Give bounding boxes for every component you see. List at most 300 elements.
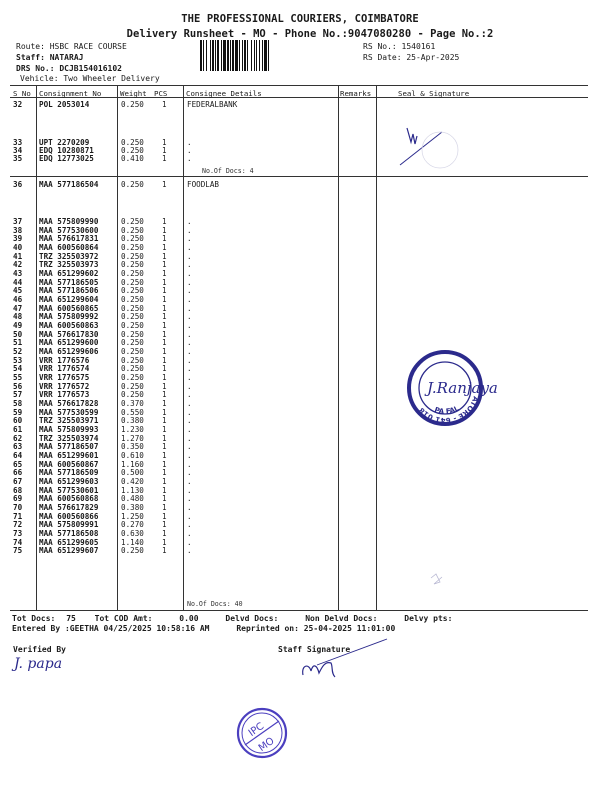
faint-mark xyxy=(428,568,448,588)
consignee-detail-cell: . xyxy=(187,217,192,226)
col-header-consignment: Consignment No xyxy=(39,89,102,98)
consignment-no-cell: MAA 576617830 xyxy=(39,329,99,339)
consignment-no-cell: MAA 651299606 xyxy=(39,347,99,357)
pcs-cell: 1 xyxy=(162,390,167,400)
consignee-detail-cell: . xyxy=(187,355,192,365)
pcs-cell: 1 xyxy=(162,433,167,443)
delvy-pts-label: Delvy pts: xyxy=(404,614,453,623)
weight-cell: 0.250 xyxy=(121,277,144,287)
consignee-detail-cell: . xyxy=(187,321,192,331)
rs-date-value: 25-Apr-2025 xyxy=(406,53,460,62)
sno-cell: 75 xyxy=(13,546,23,556)
table-row xyxy=(0,504,600,512)
consignee-detail-cell: . xyxy=(187,433,192,443)
weight-cell: 0.250 xyxy=(121,303,144,313)
staff-signature xyxy=(295,635,395,685)
col-header-consignee: Consignee Details xyxy=(186,89,262,98)
consignee-detail-cell: . xyxy=(187,451,192,461)
sno-cell: 44 xyxy=(13,277,23,287)
tot-cod-value: 0.00 xyxy=(179,614,199,623)
weight-cell: 1.130 xyxy=(121,485,144,495)
col-header-pcs: PCS xyxy=(154,89,168,98)
verified-by-label: Verified By xyxy=(13,645,66,654)
consignee-detail-cell: . xyxy=(187,260,192,270)
tot-cod-label: Tot COD Amt: xyxy=(94,614,153,623)
table-row xyxy=(0,296,600,304)
pcs-cell: 1 xyxy=(162,303,167,313)
col-header-sno: S No xyxy=(13,89,31,98)
entered-by: Entered By :GEETHA 04/25/2025 10:58:16 AM xyxy=(12,624,210,633)
pcs-cell: 1 xyxy=(162,364,167,374)
consignment-no-cell: MAA 577186505 xyxy=(39,277,99,287)
sno-cell: 67 xyxy=(13,477,23,487)
pcs-cell: 1 xyxy=(162,180,167,189)
weight-cell: 0.250 xyxy=(121,329,144,339)
barcode-bar xyxy=(259,40,260,71)
pcs-cell: 1 xyxy=(162,347,167,357)
pcs-cell: 1 xyxy=(162,381,167,391)
pcs-cell: 1 xyxy=(162,138,167,147)
sno-cell: 45 xyxy=(13,286,23,296)
consignment-no-cell: MAA 651299602 xyxy=(39,269,99,279)
consignment-no-cell: MAA 577530600 xyxy=(39,225,99,235)
pcs-cell: 1 xyxy=(162,520,167,530)
consignee-detail-cell: . xyxy=(187,520,192,530)
sno-cell: 59 xyxy=(13,407,23,417)
seal-signature: J.Ranjaya xyxy=(427,379,498,397)
table-row xyxy=(0,452,600,460)
pcs-cell: 1 xyxy=(162,269,167,279)
consignment-no-cell: MAA 576617828 xyxy=(39,399,99,409)
weight-cell: 0.250 xyxy=(121,260,144,270)
vehicle-line xyxy=(20,73,160,85)
consignment-no-cell: MAA 651299603 xyxy=(39,477,99,487)
consignment-no-cell: EDQ 10280871 xyxy=(39,146,94,155)
sno-cell: 72 xyxy=(13,520,23,530)
weight-cell: 0.250 xyxy=(121,355,144,365)
pcs-cell: 1 xyxy=(162,494,167,504)
barcode-bar xyxy=(242,40,243,71)
barcode-bar xyxy=(247,40,248,71)
sno-cell: 52 xyxy=(13,347,23,357)
sno-cell: 49 xyxy=(13,321,23,331)
weight-cell: 0.250 xyxy=(121,243,144,252)
rs-date-label: RS Date: xyxy=(363,53,402,62)
sno-cell: 50 xyxy=(13,329,23,339)
staff-value: NATARAJ xyxy=(49,53,84,62)
barcode-bar xyxy=(232,40,234,71)
weight-cell: 0.250 xyxy=(121,234,144,244)
sno-cell: 34 xyxy=(13,146,23,155)
sno-cell: 42 xyxy=(13,260,23,270)
barcode-bar xyxy=(239,40,240,71)
pcs-cell: 1 xyxy=(162,399,167,409)
consignee-detail-cell: . xyxy=(187,399,192,409)
sno-cell: 41 xyxy=(13,251,23,261)
weight-cell: 0.250 xyxy=(121,146,144,155)
barcode-bar xyxy=(227,40,229,71)
consignee-detail-cell: . xyxy=(187,225,192,235)
sno-cell: 43 xyxy=(13,269,23,279)
sno-cell: 64 xyxy=(13,451,23,461)
barcode-bar xyxy=(206,40,207,71)
col-header-remarks: Remarks xyxy=(340,89,372,98)
consignment-no-cell: MAA 577530599 xyxy=(39,407,99,417)
weight-cell: 0.250 xyxy=(121,338,144,348)
consignment-no-cell: MAA 576617831 xyxy=(39,234,99,244)
sno-cell: 48 xyxy=(13,312,23,322)
consignee-detail-cell: . xyxy=(187,243,192,252)
sno-cell: 58 xyxy=(13,399,23,409)
sno-cell: 65 xyxy=(13,459,23,469)
consignee-detail-cell: . xyxy=(187,468,192,478)
consignee-detail-cell: . xyxy=(187,251,192,261)
rs-no-value: 1540161 xyxy=(401,42,436,51)
pcs-cell: 1 xyxy=(162,355,167,365)
consignment-no-cell: MAA 600560866 xyxy=(39,511,99,521)
consignment-no-cell: MAA 577186506 xyxy=(39,286,99,296)
consignment-no-cell: MAA 600560867 xyxy=(39,459,99,469)
consignment-no-cell: MAA 600560864 xyxy=(39,243,99,252)
barcode-bar xyxy=(235,40,238,71)
sno-cell: 35 xyxy=(13,154,23,163)
weight-cell: 0.250 xyxy=(121,312,144,322)
weight-cell: 1.250 xyxy=(121,511,144,521)
weight-cell: 1.230 xyxy=(121,425,144,435)
consignee-detail-cell: . xyxy=(187,511,192,521)
sno-cell: 38 xyxy=(13,225,23,235)
pcs-cell: 1 xyxy=(162,477,167,487)
col-header-weight: Weight xyxy=(120,89,147,98)
weight-cell: 0.250 xyxy=(121,138,144,147)
barcode-bar xyxy=(217,40,219,71)
consignment-no-cell: MAA 651299600 xyxy=(39,338,99,348)
consignment-no-cell: MAA 600560863 xyxy=(39,321,99,331)
sno-cell: 33 xyxy=(13,138,23,147)
table-row xyxy=(0,218,600,226)
table-row xyxy=(0,322,600,330)
sno-cell: 66 xyxy=(13,468,23,478)
consignment-no-cell: VRR 1776572 xyxy=(39,381,90,391)
weight-cell: 0.250 xyxy=(121,217,144,226)
barcode-bar xyxy=(230,40,231,71)
consignee-detail-cell: . xyxy=(187,390,192,400)
sno-cell: 39 xyxy=(13,234,23,244)
consignment-no-cell: MAA 651299605 xyxy=(39,537,99,547)
weight-cell: 0.380 xyxy=(121,416,144,426)
pcs-cell: 1 xyxy=(162,225,167,235)
sno-cell: 54 xyxy=(13,364,23,374)
pcs-cell: 1 xyxy=(162,217,167,226)
barcode-bar xyxy=(262,40,263,71)
consignee-detail-cell: . xyxy=(187,295,192,305)
barcode-bar xyxy=(251,40,252,71)
sno-cell: 47 xyxy=(13,303,23,313)
tot-docs-value: 75 xyxy=(66,614,76,623)
pcs-cell: 1 xyxy=(162,329,167,339)
company-title: THE PROFESSIONAL COURIERS, COIMBATORE xyxy=(181,13,419,25)
consignment-no-cell: UPT 2270209 xyxy=(39,138,90,147)
consignment-no-cell: MAA 600560868 xyxy=(39,494,99,504)
table-row xyxy=(0,244,600,252)
consignee-detail-cell: . xyxy=(187,312,192,322)
consignment-no-cell: MAA 577186508 xyxy=(39,529,99,539)
pcs-cell: 1 xyxy=(162,286,167,296)
weight-cell: 1.160 xyxy=(121,459,144,469)
non-delvd-docs-label: Non Delvd Docs: xyxy=(305,614,378,623)
group-divider xyxy=(10,176,588,177)
pcs-cell: 1 xyxy=(162,100,167,109)
sno-cell: 60 xyxy=(13,416,23,426)
sno-cell: 74 xyxy=(13,537,23,547)
weight-cell: 0.250 xyxy=(121,180,144,189)
weight-cell: 0.410 xyxy=(121,154,144,163)
pcs-cell: 1 xyxy=(162,295,167,305)
consignment-no-cell: MAA 651299604 xyxy=(39,295,99,305)
consignment-no-cell: MAA 577186504 xyxy=(39,180,99,189)
sno-cell: 61 xyxy=(13,425,23,435)
weight-cell: 0.250 xyxy=(121,381,144,391)
consignee-detail-cell: . xyxy=(187,138,192,147)
weight-cell: 0.500 xyxy=(121,468,144,478)
sno-cell: 55 xyxy=(13,373,23,383)
barcode-bar xyxy=(203,40,204,71)
barcode-bar xyxy=(254,40,255,71)
drs-label: DRS No.: xyxy=(16,64,55,73)
pcs-cell: 1 xyxy=(162,546,167,556)
table-row xyxy=(0,530,600,538)
seal-text-bottom: PA FAL xyxy=(433,404,461,416)
consignee-detail-cell: . xyxy=(187,537,192,547)
seal-text-top: ATORE - 641 018 xyxy=(417,395,480,425)
sno-cell: 46 xyxy=(13,295,23,305)
docs-count: No.Of Docs: 4 xyxy=(202,167,254,175)
route-value: HSBC RACE COURSE xyxy=(49,42,127,51)
consignment-no-cell: MAA 575809992 xyxy=(39,312,99,322)
consignment-no-cell: POL 2053014 xyxy=(39,100,90,109)
pcs-cell: 1 xyxy=(162,277,167,287)
consignee-detail-cell: . xyxy=(187,286,192,296)
staff-signature-label: Staff Signature xyxy=(278,645,351,654)
pcs-cell: 1 xyxy=(162,338,167,348)
sno-cell: 56 xyxy=(13,381,23,391)
pcs-cell: 1 xyxy=(162,312,167,322)
weight-cell: 0.250 xyxy=(121,269,144,279)
reprinted-on: Reprinted on: 25-04-2025 11:01:00 xyxy=(236,624,396,633)
runsheet-subtitle: Delivery Runsheet - MO - Phone No.:9047080280 - Page No.:2 xyxy=(126,28,494,40)
sno-cell: 62 xyxy=(13,433,23,443)
sno-cell: 69 xyxy=(13,494,23,504)
consignee-detail-cell: . xyxy=(187,146,192,155)
pcs-cell: 1 xyxy=(162,243,167,252)
weight-cell: 1.140 xyxy=(121,537,144,547)
weight-cell: 0.480 xyxy=(121,494,144,504)
pcs-cell: 1 xyxy=(162,373,167,383)
sno-cell: 68 xyxy=(13,485,23,495)
weight-cell: 0.250 xyxy=(121,364,144,374)
consignee-name: FOODLAB xyxy=(187,180,220,189)
weight-cell: 0.250 xyxy=(121,286,144,296)
table-row xyxy=(0,547,600,555)
tot-docs-label: Tot Docs: xyxy=(12,614,56,623)
pcs-cell: 1 xyxy=(162,468,167,478)
ipc-stamp-bottom: MO xyxy=(256,735,277,755)
table-bottom-border xyxy=(10,610,588,611)
consignment-no-cell: MAA 575809991 xyxy=(39,520,99,530)
consignment-no-cell: MAA 575809993 xyxy=(39,425,99,435)
weight-cell: 1.270 xyxy=(121,433,144,443)
route-label: Route: xyxy=(16,42,45,51)
weight-cell: 0.250 xyxy=(121,251,144,261)
consignee-detail-cell: . xyxy=(187,329,192,339)
table-row xyxy=(0,478,600,486)
consignee-detail-cell: . xyxy=(187,347,192,357)
consignee-detail-cell: . xyxy=(187,477,192,487)
pcs-cell: 1 xyxy=(162,154,167,163)
docs-count: No.Of Docs: 40 xyxy=(187,600,243,608)
consignment-no-cell: TRZ 325503972 xyxy=(39,251,99,261)
weight-cell: 0.420 xyxy=(121,477,144,487)
pcs-cell: 1 xyxy=(162,146,167,155)
pcs-cell: 1 xyxy=(162,407,167,417)
consignee-detail-cell: . xyxy=(187,338,192,348)
ipc-stamp-top: IPC xyxy=(246,720,267,740)
consignee-name: FEDERALBANK xyxy=(187,100,238,109)
pcs-cell: 1 xyxy=(162,442,167,452)
consignee-detail-cell: . xyxy=(187,303,192,313)
consignee-detail-cell: . xyxy=(187,503,192,513)
totals-line xyxy=(12,614,452,623)
entry-line xyxy=(12,624,395,633)
weight-cell: 0.250 xyxy=(121,225,144,235)
consignment-no-cell: VRR 1776574 xyxy=(39,364,90,374)
barcode-bar xyxy=(200,40,202,71)
consignee-detail-cell: . xyxy=(187,373,192,383)
sno-cell: 40 xyxy=(13,243,23,252)
sno-cell: 73 xyxy=(13,529,23,539)
consignment-no-cell: MAA 575809990 xyxy=(39,217,99,226)
pcs-cell: 1 xyxy=(162,459,167,469)
sno-cell: 63 xyxy=(13,442,23,452)
weight-cell: 0.550 xyxy=(121,407,144,417)
consignee-signature-1 xyxy=(395,120,455,170)
pcs-cell: 1 xyxy=(162,537,167,547)
weight-cell: 0.250 xyxy=(121,373,144,383)
sno-cell: 37 xyxy=(13,217,23,226)
table-top-border xyxy=(10,85,588,86)
weight-cell: 0.350 xyxy=(121,442,144,452)
consignment-no-cell: TRZ 325503974 xyxy=(39,433,99,443)
delvd-docs-label: Delvd Docs: xyxy=(225,614,279,623)
staff-label: Staff: xyxy=(16,53,45,62)
rs-date-line xyxy=(363,52,459,64)
sno-cell: 32 xyxy=(13,100,23,109)
sno-cell: 57 xyxy=(13,390,23,400)
pcs-cell: 1 xyxy=(162,425,167,435)
consignment-no-cell: VRR 1776575 xyxy=(39,373,90,383)
consignee-detail-cell: . xyxy=(187,381,192,391)
pcs-cell: 1 xyxy=(162,503,167,513)
drs-value: DCJB154016102 xyxy=(59,64,122,73)
barcode-bar xyxy=(221,40,222,71)
vehicle-value: Two Wheeler Delivery xyxy=(63,74,160,83)
pcs-cell: 1 xyxy=(162,260,167,270)
pcs-cell: 1 xyxy=(162,234,167,244)
barcode-bar xyxy=(215,40,216,71)
weight-cell: 0.250 xyxy=(121,347,144,357)
barcode-bar xyxy=(223,40,226,71)
consignee-detail-cell: . xyxy=(187,416,192,426)
barcode xyxy=(200,40,303,71)
consignee-detail-cell: . xyxy=(187,494,192,504)
ipc-mo-stamp xyxy=(235,705,291,761)
pcs-cell: 1 xyxy=(162,529,167,539)
vehicle-label: Vehicle: xyxy=(20,74,59,83)
barcode-bar xyxy=(268,40,269,71)
col-header-seal: Seal & Signature xyxy=(398,89,470,98)
rs-no-label: RS No.: xyxy=(363,42,397,51)
consignment-no-cell: MAA 576617829 xyxy=(39,503,99,513)
weight-cell: 0.630 xyxy=(121,529,144,539)
pcs-cell: 1 xyxy=(162,451,167,461)
consignee-detail-cell: . xyxy=(187,407,192,417)
consignee-detail-cell: . xyxy=(187,234,192,244)
consignee-detail-cell: . xyxy=(187,485,192,495)
barcode-bar xyxy=(256,40,257,71)
verified-signature: J. papa xyxy=(14,656,63,672)
consignee-detail-cell: . xyxy=(187,364,192,374)
consignee-detail-cell: . xyxy=(187,529,192,539)
table-row xyxy=(0,155,600,163)
barcode-bar xyxy=(264,40,267,71)
sno-cell: 36 xyxy=(13,180,23,189)
table-row xyxy=(0,181,600,189)
pcs-cell: 1 xyxy=(162,321,167,331)
weight-cell: 0.250 xyxy=(121,295,144,305)
table-row xyxy=(0,101,600,109)
weight-cell: 0.610 xyxy=(121,451,144,461)
weight-cell: 0.250 xyxy=(121,100,144,109)
consignment-no-cell: TRZ 325503971 xyxy=(39,416,99,426)
consignment-no-cell: EDQ 12773025 xyxy=(39,154,94,163)
consignment-no-cell: VRR 1776573 xyxy=(39,390,90,400)
weight-cell: 0.370 xyxy=(121,399,144,409)
pcs-cell: 1 xyxy=(162,485,167,495)
consignee-detail-cell: . xyxy=(187,546,192,556)
sno-cell: 53 xyxy=(13,355,23,365)
consignment-no-cell: VRR 1776576 xyxy=(39,355,90,365)
consignee-detail-cell: . xyxy=(187,442,192,452)
table-row xyxy=(0,270,600,278)
weight-cell: 0.380 xyxy=(121,503,144,513)
weight-cell: 0.250 xyxy=(121,390,144,400)
consignee-detail-cell: . xyxy=(187,277,192,287)
consignment-no-cell: MAA 577530601 xyxy=(39,485,99,495)
consignee-detail-cell: . xyxy=(187,425,192,435)
barcode-bar xyxy=(210,40,211,71)
consignment-no-cell: MAA 651299601 xyxy=(39,451,99,461)
sno-cell: 51 xyxy=(13,338,23,348)
weight-cell: 0.250 xyxy=(121,321,144,331)
consignee-detail-cell: . xyxy=(187,459,192,469)
consignee-detail-cell: . xyxy=(187,269,192,279)
pcs-cell: 1 xyxy=(162,416,167,426)
pcs-cell: 1 xyxy=(162,511,167,521)
weight-cell: 0.270 xyxy=(121,520,144,530)
consignment-no-cell: MAA 577186509 xyxy=(39,468,99,478)
consignment-no-cell: MAA 651299607 xyxy=(39,546,99,556)
sno-cell: 70 xyxy=(13,503,23,513)
